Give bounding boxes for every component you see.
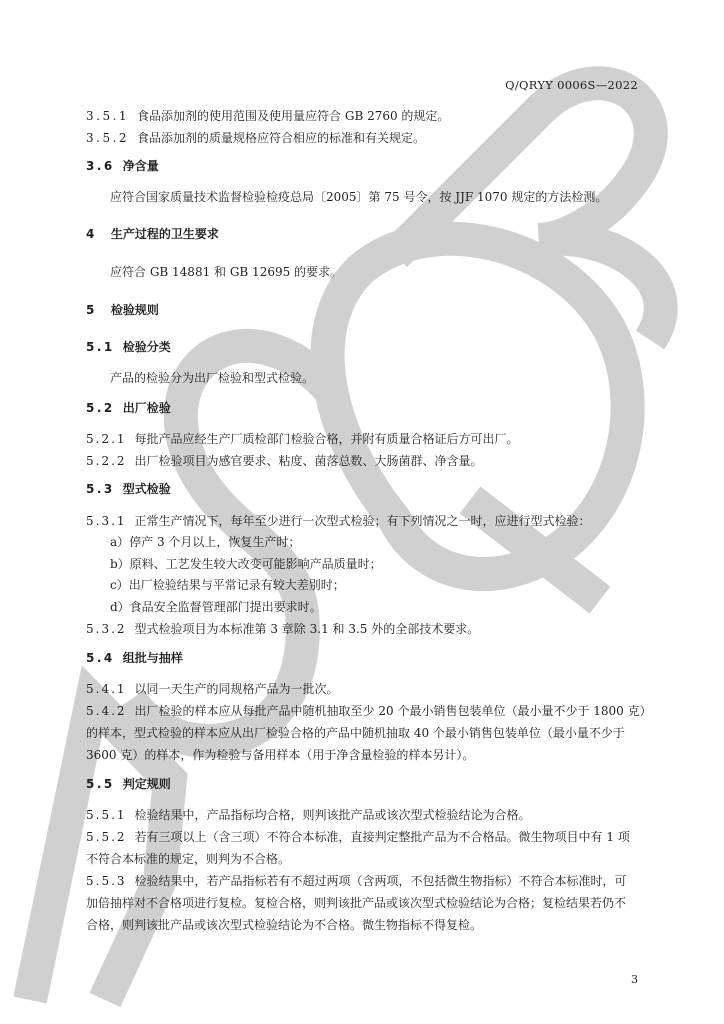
clause-text: 检验结果中，产品指标均合格，则判该批产品或该次型式检验结论为合格。 bbox=[134, 808, 531, 822]
section-number: 5 bbox=[86, 303, 97, 317]
section-number: 5.3 bbox=[86, 482, 115, 496]
list-item-d: d）食品安全监督管理部门提出要求时。 bbox=[110, 600, 322, 614]
section-title: 判定规则 bbox=[122, 777, 171, 791]
clause-text: 出厂检验的样本应从每批产品中随机抽取至少 20 个最小销售包装单位（最小量不少于 1800 克） bbox=[134, 704, 652, 718]
list-item-b: b）原料、工艺发生较大改变可能影响产品质量时； bbox=[110, 557, 382, 571]
list-item-c: c）出厂检验结果与平常记录有较大差别时； bbox=[110, 578, 345, 592]
clause-5-5-3-line-3: 合格，则判该批产品或该次型式检验结论为不合格。微生物指标不得复检。 bbox=[86, 918, 483, 932]
watermark-letter-j bbox=[30, 700, 170, 1000]
clause-number: 3.5.2 bbox=[86, 131, 130, 145]
clause-5-3-2 bbox=[86, 622, 479, 636]
section-title: 组批与抽样 bbox=[122, 651, 183, 665]
clause-5-5-1 bbox=[86, 808, 531, 822]
section-heading-5-1 bbox=[86, 340, 171, 354]
clause-number: 5.5.1 bbox=[86, 808, 127, 822]
clause-number: 3.5.1 bbox=[86, 109, 130, 123]
clause-number: 5.5.2 bbox=[86, 830, 127, 844]
clause-5-4-2-line-2: 的样本，型式检验的样本应从出厂检验合格的产品中随机抽取 40 个最小销售包装单位（最小量不少于 bbox=[86, 726, 625, 740]
clause-5-5-3-line-1 bbox=[86, 874, 627, 888]
section-title: 检验分类 bbox=[122, 340, 171, 354]
clause-text: 以同一天生产的同规格产品为一批次。 bbox=[134, 682, 339, 696]
section-heading-5-4 bbox=[86, 651, 183, 665]
clause-5-4-2-line-3: 3600 克）的样本，作为检验与备用样本（用于净含量检验的样本另计）。 bbox=[86, 748, 475, 762]
clause-3-5-1 bbox=[86, 109, 449, 123]
clause-text: 食品添加剂的使用范围及使用量应符合 GB 2760 的规定。 bbox=[137, 109, 450, 123]
clause-number: 5.3.1 bbox=[86, 514, 127, 528]
clause-number: 5.4.2 bbox=[86, 704, 127, 718]
clause-5-2-2 bbox=[86, 454, 483, 468]
clause-5-4-1 bbox=[86, 682, 339, 696]
section-number: 5.2 bbox=[86, 401, 115, 415]
paragraph-4: 应符合 GB 14881 和 GB 12695 的要求。 bbox=[110, 265, 343, 279]
page-number: 3 bbox=[631, 973, 638, 986]
section-heading-4 bbox=[86, 227, 219, 241]
clause-number: 5.3.2 bbox=[86, 622, 127, 636]
section-title: 检验规则 bbox=[110, 303, 159, 317]
clause-5-4-2-line-1 bbox=[86, 704, 652, 718]
section-title: 型式检验 bbox=[122, 482, 171, 496]
clause-text: 型式检验项目为本标准第 3 章除 3.1 和 3.5 外的全部技术要求。 bbox=[134, 622, 480, 636]
section-heading-3-6 bbox=[86, 159, 159, 173]
clause-5-5-2-line-1 bbox=[86, 830, 630, 844]
section-title: 出厂检验 bbox=[122, 401, 171, 415]
section-number: 5.1 bbox=[86, 340, 115, 354]
clause-5-2-1 bbox=[86, 432, 519, 446]
clause-3-5-2 bbox=[86, 131, 425, 145]
section-heading-5-5 bbox=[86, 777, 171, 791]
clause-text: 检验结果中，若产品指标若有不超过两项（含两项，不包括微生物指标）不符合本标准时，可 bbox=[134, 874, 627, 888]
clause-number: 5.2.1 bbox=[86, 432, 127, 446]
section-title: 净含量 bbox=[122, 159, 159, 173]
paragraph-3-6: 应符合国家质量技术监督检验检疫总局〔2005〕第 75 号令，按 JJF 1070 规定的方法检测。 bbox=[110, 190, 608, 204]
clause-text: 若有三项以上（含三项）不符合本标准，直接判定整批产品为不合格品。微生物项目中有 1 项 bbox=[134, 830, 630, 844]
clause-text: 出厂检验项目为感官要求、粘度、菌落总数、大肠菌群、净含量。 bbox=[134, 454, 483, 468]
section-number: 3.6 bbox=[86, 159, 115, 173]
section-number: 4 bbox=[86, 227, 97, 241]
section-number: 5.4 bbox=[86, 651, 115, 665]
section-heading-5-3 bbox=[86, 482, 171, 496]
document-code: Q/QRYY 0006S—2022 bbox=[505, 78, 638, 92]
clause-number: 5.2.2 bbox=[86, 454, 127, 468]
clause-number: 5.5.3 bbox=[86, 874, 127, 888]
clause-text: 食品添加剂的质量规格应符合相应的标准和有关规定。 bbox=[137, 131, 426, 145]
clause-5-5-2-line-2: 不符合本标准的规定，则判为不合格。 bbox=[86, 852, 291, 866]
clause-number: 5.4.1 bbox=[86, 682, 127, 696]
section-heading-5 bbox=[86, 303, 159, 317]
section-title: 生产过程的卫生要求 bbox=[110, 227, 219, 241]
list-item-a: a）停产 3 个月以上，恢复生产时； bbox=[110, 535, 301, 549]
section-heading-5-2 bbox=[86, 401, 171, 415]
clause-text: 每批产品应经生产厂质检部门检验合格，并附有质量合格证后方可出厂。 bbox=[134, 432, 519, 446]
clause-text: 正常生产情况下，每年至少进行一次型式检验；有下列情况之一时，应进行型式检验： bbox=[134, 514, 591, 528]
clause-5-3-1 bbox=[86, 514, 591, 528]
clause-5-5-3-line-2: 加倍抽样对不合格项进行复检。复检合格，则判该批产品或该次型式检验结论为合格；复检结果若仍不 bbox=[86, 896, 627, 910]
section-number: 5.5 bbox=[86, 777, 115, 791]
paragraph-5-1: 产品的检验分为出厂检验和型式检验。 bbox=[110, 371, 315, 385]
